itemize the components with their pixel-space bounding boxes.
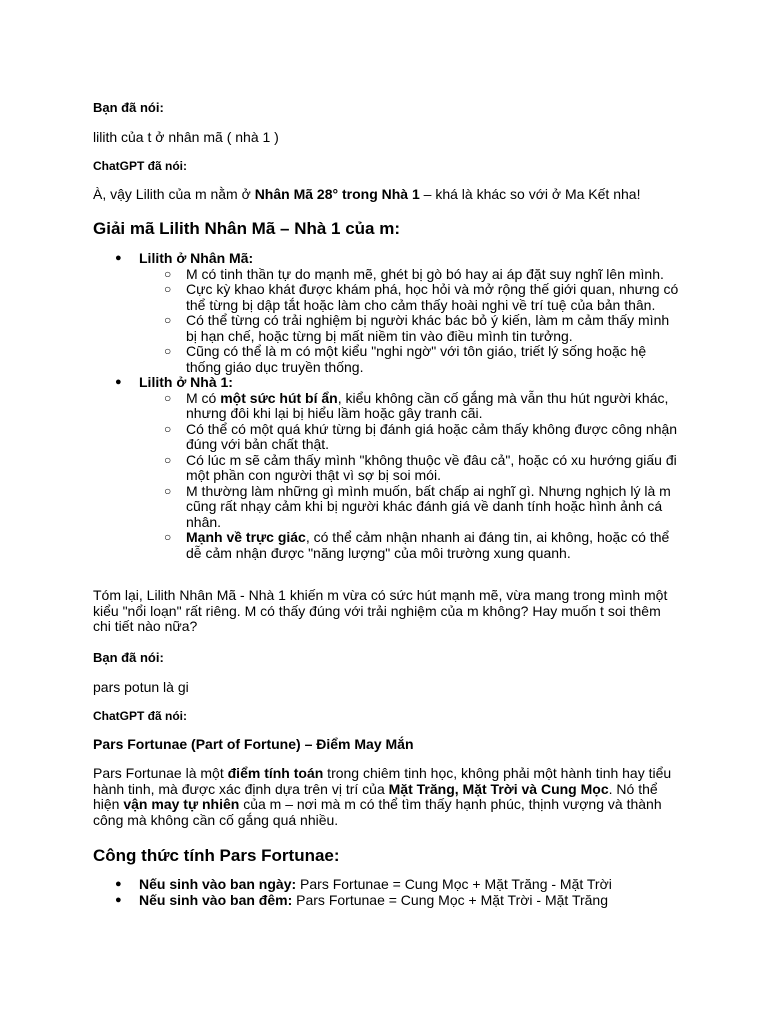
bold-text: vận may tự nhiên <box>123 796 240 812</box>
intro-bold: Nhân Mã 28° trong Nhà 1 <box>254 186 420 202</box>
user-message: pars potun là gi <box>93 679 189 695</box>
sub-list <box>139 391 683 562</box>
list-item <box>139 391 683 422</box>
heading-pars-fortunae: Pars Fortunae (Part of Fortune) – Điểm May Mắn <box>93 736 414 752</box>
list-item: ○ Có lúc m sẽ cảm thấy mình "không thuộc về đâu cả", hoặc có xu hướng giấu đi một phần con người thật vì sợ bị soi mói. <box>139 453 683 484</box>
text: M có <box>186 389 221 406</box>
list-item: ○ Có thể từng có trải nghiệm bị người khác bác bỏ ý kiến, làm m cảm thấy mình bị hạn chế, hoặc từng bị mất niềm tin vào điều mình tin tưởng. <box>139 313 683 344</box>
pars-fortunae-paragraph <box>93 766 678 828</box>
sub-list <box>139 267 683 376</box>
text: Pars Fortunae = Cung Mọc + Mặt Trời - Mặt Trăng <box>292 891 608 908</box>
text: Pars Fortunae là một <box>93 765 228 781</box>
user-speaker-label: Bạn đã nói: <box>93 650 164 665</box>
list-item <box>93 375 683 561</box>
text: của m – nơi mà m có thể tìm thấy hạnh phúc, thịnh vượng và thành công mà không cần cố gắng quá nhiều. <box>93 796 662 828</box>
summary-paragraph: Tóm lại, Lilith Nhân Mã - Nhà 1 khiến m vừa có sức hút mạnh mẽ, vừa mang trong mình một kiểu "nổi loạn" rất riêng. M có thấy đúng với trải nghiệm của m không? Hay muốn t soi thêm chi tiết nào nữa? <box>93 587 668 634</box>
list-item: ○ M thường làm những gì mình muốn, bất chấp ai nghĩ gì. Nhưng nghịch lý là m cũng rất nhạy cảm khi bị người khác đánh giá về danh tính hoặc hình ảnh cá nhân. <box>139 484 683 531</box>
bold-text: Nếu sinh vào ban đêm: <box>139 891 293 908</box>
intro-text: À, vậy Lilith của m nằm ở <box>93 186 255 202</box>
text: . Nó thể hiện <box>93 780 658 812</box>
lilith-list <box>93 251 683 561</box>
list-item: ○ Cực kỳ khao khát được khám phá, học hỏi và mở rộng thế giới quan, nhưng có thể từng bị dập tắt hoặc làm cho cảm thấy hoài nghi về trí tuệ của bản thân. <box>139 282 683 313</box>
bold-text: Nếu sinh vào ban ngày: <box>139 876 297 892</box>
user-message: lilith của t ở nhân mã ( nhà 1 ) <box>93 129 279 145</box>
bold-text: một sức hút bí ẩn <box>220 389 338 406</box>
assistant-speaker-label: ChatGPT đã nói: <box>93 709 187 723</box>
section-title: Lilith ở Nhân Mã: <box>139 250 254 266</box>
assistant-intro <box>93 186 693 203</box>
heading-formula: Công thức tính Pars Fortunae: <box>93 846 340 865</box>
section-title: Lilith ở Nhà 1: <box>139 374 233 390</box>
list-item <box>93 877 683 893</box>
list-item <box>139 530 683 561</box>
formula-list <box>93 877 683 908</box>
user-speaker-label: Bạn đã nói: <box>93 100 164 115</box>
list-item <box>93 251 683 375</box>
heading-lilith: Giải mã Lilith Nhân Mã – Nhà 1 của m: <box>93 219 401 238</box>
text: trong chiêm tinh học, không phải một hành tinh hay tiểu hành tinh, mà được xác định dựa trên vị trí của <box>93 765 672 797</box>
list-item <box>93 893 683 909</box>
list-item: ○ Có thể có một quá khứ từng bị đánh giá hoặc cảm thấy không được công nhận đúng với bản chất thật. <box>139 422 683 453</box>
bold-text: điểm tính toán <box>227 765 324 781</box>
text: Pars Fortunae = Cung Mọc + Mặt Trăng - Mặt Trời <box>296 876 612 892</box>
text: , có thể cảm nhận nhanh ai đáng tin, ai không, hoặc có thể dễ cảm nhận được "năng lượng" của môi trường xung quanh. <box>186 529 670 561</box>
text: , kiểu không cần cố gắng mà vẫn thu hút người khác, nhưng đôi khi lại bị hiểu lầm hoặc gây tranh cãi. <box>186 389 669 421</box>
assistant-speaker-label: ChatGPT đã nói: <box>93 159 187 173</box>
bold-text: Mặt Trăng, Mặt Trời và Cung Mọc <box>388 780 609 797</box>
list-item: ○ Cũng có thể là m có một kiểu "nghi ngờ" với tôn giáo, triết lý sống hoặc hệ thống giáo dục truyền thống. <box>139 344 683 375</box>
bold-text: Mạnh về trực giác <box>186 529 306 545</box>
list-item: ○ M có tinh thần tự do mạnh mẽ, ghét bị gò bó hay ai áp đặt suy nghĩ lên mình. <box>139 267 683 283</box>
intro-tail: – khá là khác so với ở Ma Kết nha! <box>419 186 641 202</box>
